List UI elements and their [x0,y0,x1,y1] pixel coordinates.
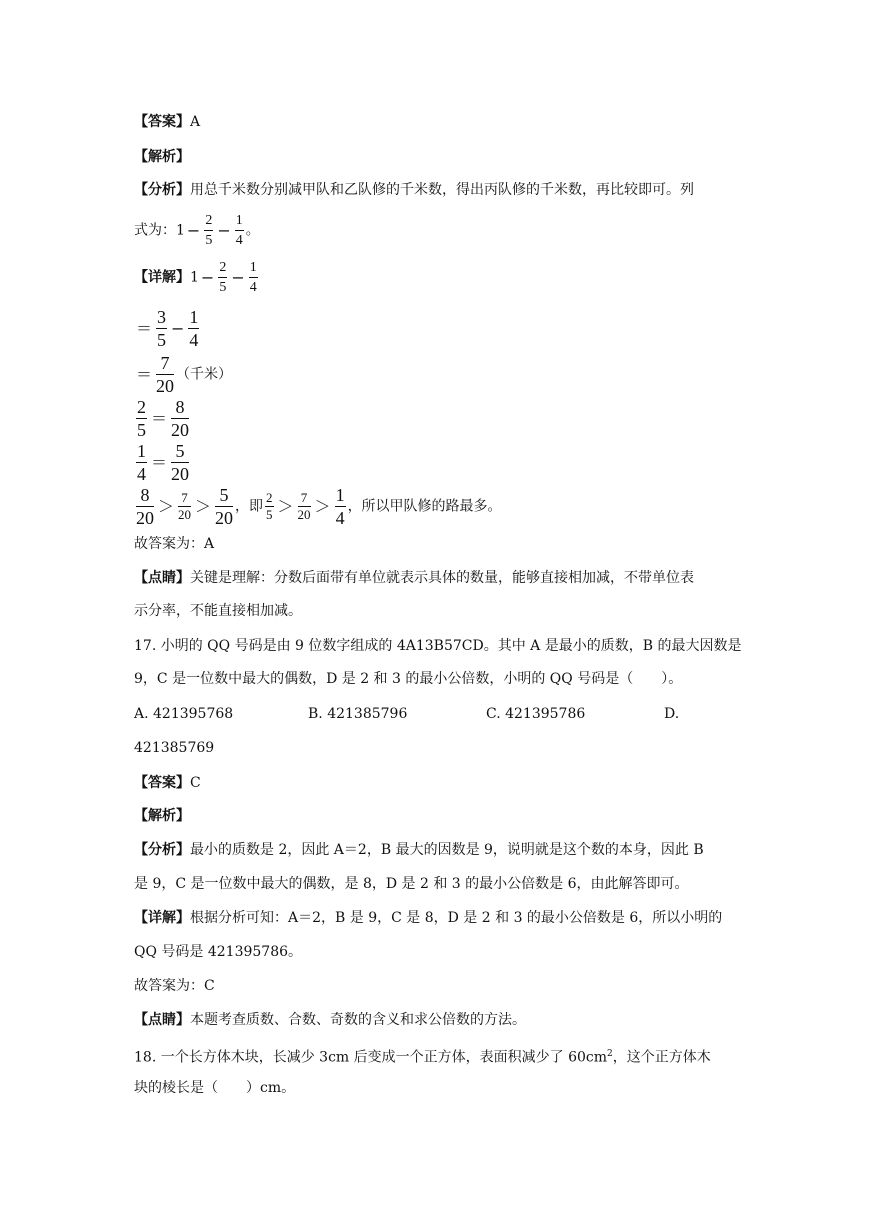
answer-value: A [190,114,201,130]
option-a: A. 421395768 [134,706,234,722]
fraction-5-20 [171,440,189,485]
answer-tag: 【答案】 [134,775,190,791]
fraction-1-4 [249,258,258,297]
question-17-line-1: 17. 小明的 QQ 号码是由 9 位数字组成的 4A13B57CD。其中 A 是最小的质数，B 的最大因数是 [134,638,742,654]
minus-sign: − [231,267,245,287]
greater-sign: ＞ [158,496,175,516]
denominator: 20 [297,507,311,522]
greater-sign: ＞ [277,496,294,516]
equals-sign: ＝ [151,452,168,472]
denominator: 4 [189,330,199,350]
comparison-line [134,484,502,529]
answer-value: C [190,775,201,791]
equals-sign: ＝ [136,318,153,338]
denominator: 20 [178,507,192,522]
fraction-7-20 [156,352,174,397]
question-18-text: 18. 一个长方体木块，长减少 3cm 后变成一个正方体，表面积减少了 60cm [134,1049,608,1066]
numerator: 1 [137,441,146,461]
denominator: 5 [157,330,167,350]
minus-sign: − [186,220,201,240]
denominator: 20 [136,508,154,528]
answer-line [134,112,200,132]
xiangjie-text: 根据分析可知：A＝2，B 是 9，C 是 8，D 是 2 和 3 的最小公倍数是 6，所以小明的 [190,910,723,926]
fraction-1-4 [136,440,147,485]
denominator: 4 [249,280,257,295]
greater-sign: ＞ [314,496,331,516]
denominator: 20 [156,376,175,396]
equals-sign: ＝ [136,364,153,384]
fenxi-text: 用总千米数分别减甲队和乙队修的千米数，得出丙队修的千米数，再比较即可。列 [190,182,694,198]
fraction-1-4 [335,484,346,529]
numerator: 7 [156,352,174,375]
dianjing-line-2: 示分率，不能直接相加减。 [134,603,302,619]
answer-line [134,773,201,793]
fraction-8-20 [171,396,189,441]
greater-sign: ＞ [195,496,212,516]
answer-tag: 【答案】 [134,114,190,130]
fenxi-line-2: 是 9，C 是一位数中最大的偶数，是 8，D 是 2 和 3 的最小公倍数是 6，由此解答即可。 [134,876,689,892]
numerator: 5 [215,484,233,507]
analysis-heading [134,147,190,167]
xiangjie-line-2: QQ 号码是 421395786。 [134,944,303,960]
denominator: 20 [171,464,190,484]
fenxi-line [134,180,694,200]
option-d-value: 421385769 [134,740,215,756]
question-18-line-1 [134,1044,711,1068]
fraction-2-5 [136,396,147,441]
denominator: 20 [215,508,234,528]
minus-sign: − [171,318,185,338]
fraction-7-20 [298,490,311,523]
dianjing-tag: 【点睛】 [134,1012,190,1028]
fraction-7-20 [178,490,191,523]
xiangjie-one: 1 [190,269,199,286]
equals-sign: ＝ [151,408,168,428]
fraction-8-20 [136,484,154,529]
analysis-tag: 【解析】 [134,808,190,824]
fraction-2-5 [265,490,274,523]
denominator: 5 [266,507,273,522]
fenxi-tag: 【分析】 [134,182,190,198]
equivalence-two-fifths [134,396,191,441]
numerator: 2 [218,258,227,278]
step-three-fifths [134,306,201,351]
numerator: 1 [189,307,199,327]
numerator: 2 [204,211,213,231]
final-answer-line: 故答案为：C [134,978,215,994]
question-18-text-end: ，这个正方体木 [612,1049,711,1066]
option-d-label: D. [664,706,680,722]
fraction-1-4 [188,306,199,351]
fenxi-text: 最小的质数是 2，因此 A＝2，B 最大的因数是 9，说明就是这个数的本身，因此 B [190,842,704,858]
dianjing-text: 本题考查质数、合数、奇数的含义和求公倍数的方法。 [190,1012,526,1028]
unit-text: （千米） [176,366,233,383]
numerator: 1 [249,258,258,278]
fraction-1-4 [235,211,244,250]
numerator: 5 [171,440,189,463]
numerator: 7 [298,490,311,507]
option-c: C. 421395786 [486,706,586,722]
fraction-2-5 [218,258,227,297]
conclusion-mid: ，即 [235,498,264,515]
denominator: 5 [205,233,213,248]
superscript-2: 2 [607,1049,613,1059]
final-answer-line: 故答案为：A [134,536,215,552]
numerator: 7 [178,490,191,507]
dianjing-tag: 【点睛】 [134,570,190,586]
formula-end: 。 [245,222,260,239]
analysis-tag: 【解析】 [134,149,190,165]
denominator: 20 [171,420,190,440]
formula-line [134,211,260,250]
fraction-5-20 [215,484,233,529]
xiangjie-tag: 【详解】 [134,269,190,286]
dianjing-line-1 [134,568,694,588]
question-18-line-2: 块的棱长是（ ）cm。 [134,1080,296,1096]
fraction-2-5 [204,211,213,250]
fenxi-line-1 [134,840,704,860]
xiangjie-line [134,258,260,297]
formula-prefix: 式为：1 [134,222,185,239]
step-result [134,352,232,397]
dianjing-line [134,1010,526,1030]
numerator: 8 [136,484,154,507]
minus-sign: − [217,220,231,240]
analysis-heading [134,806,190,826]
denominator: 4 [235,233,243,248]
numerator: 2 [137,397,146,417]
denominator: 5 [137,420,146,440]
denominator: 5 [219,280,227,295]
xiangjie-tag: 【详解】 [134,910,190,926]
numerator: 1 [335,485,345,505]
dianjing-text: 关键是理解：分数后面带有单位就表示具体的数量，能够直接相加减，不带单位表 [190,570,694,586]
question-17-line-2: 9，C 是一位数中最大的偶数，D 是 2 和 3 的最小公倍数，小明的 QQ 号码是（ ）。 [134,671,683,687]
equivalence-one-fourth [134,440,191,485]
xiangjie-line-1 [134,908,722,928]
fenxi-tag: 【分析】 [134,842,190,858]
numerator: 3 [157,307,167,327]
denominator: 4 [137,464,146,484]
numerator: 8 [171,396,189,419]
conclusion-end: ，所以甲队修的路最多。 [347,498,502,515]
numerator: 1 [235,211,244,231]
denominator: 4 [335,508,345,528]
option-b: B. 421385796 [308,706,408,722]
numerator: 2 [266,490,273,505]
minus-sign: − [200,267,215,287]
fraction-3-5 [156,306,167,351]
